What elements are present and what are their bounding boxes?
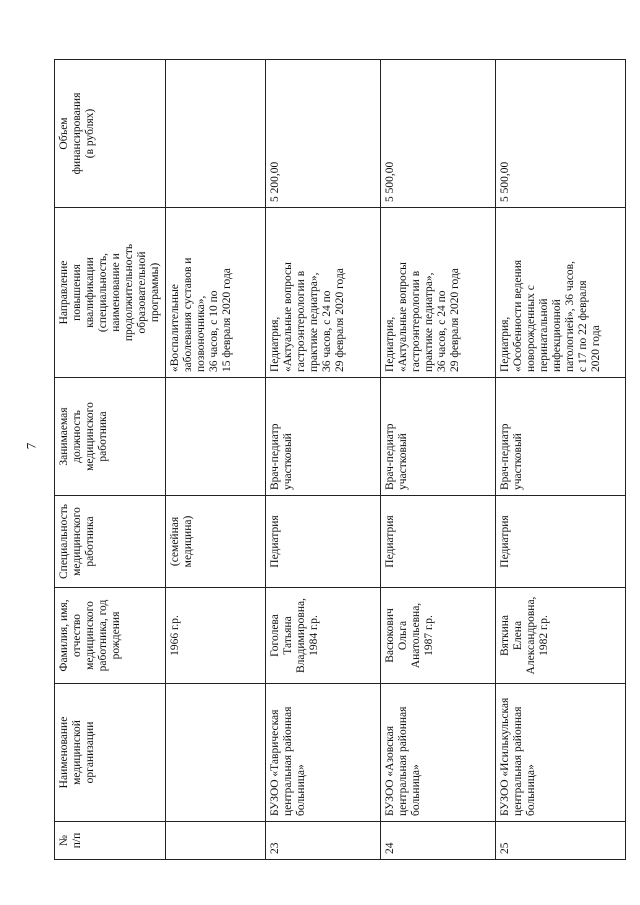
cell-text-line: заболевания суставов и: [182, 257, 194, 372]
cell-text-line: новорожденных с: [525, 285, 537, 372]
cell-text-line: Анатольевна,: [410, 602, 422, 669]
cell-position: [166, 378, 266, 496]
cell-text-line: больница»: [410, 764, 422, 816]
cell-text-line: 2020 года: [590, 325, 602, 372]
cell-specialty: [166, 496, 266, 588]
cell-text-line: позвоночника»,: [195, 295, 207, 372]
cell-text-line: инфекционной: [551, 299, 563, 372]
cell-text-line: финансирования: [71, 92, 83, 175]
cell-text-line: работника: [84, 516, 96, 567]
cell-text-line: Педиатрия: [384, 515, 396, 568]
cell-text-line: 36 часов, с 10 по: [208, 290, 220, 372]
cell-text-line: Педиатрия,: [384, 316, 396, 372]
cell-text-line: квалификации: [84, 257, 96, 328]
cell-text-line: 29 февраля 2020 года: [449, 268, 461, 372]
cell-row-number: [496, 822, 626, 860]
cell-text-line: 36 часов, с 24 по: [321, 290, 333, 372]
cell-text-line: Елена: [512, 620, 524, 651]
cell-text-line: БУЗОО «Исилькульская: [499, 697, 511, 816]
cell-text-line: (специальность,: [97, 252, 109, 333]
cell-text-line: 1987 г.р.: [423, 615, 435, 656]
cell-text-line: «Особенности ведения: [512, 259, 524, 372]
cell-text-line: 23: [269, 842, 281, 854]
header-training-direction: [55, 208, 166, 378]
cell-funding-amount: [496, 60, 626, 208]
cell-text-line: Врач-педиатр: [499, 423, 511, 490]
cell-text-line: 5 500,00: [384, 161, 396, 202]
cell-text-line: №: [58, 835, 70, 846]
cell-row-number: [381, 822, 496, 860]
cell-text-line: Вяткина: [499, 615, 511, 656]
cell-text-line: патологией», 36 часов,: [564, 261, 576, 372]
cell-text-line: БУЗОО «Азовская: [384, 726, 396, 816]
cell-text-line: Васюкович: [384, 608, 396, 663]
cell-text-line: 1984 г.р.: [308, 615, 320, 656]
cell-specialty: [266, 496, 381, 588]
cell-text-line: Татьяна: [282, 616, 294, 655]
cell-text-line: работника: [97, 411, 109, 462]
cell-text-line: Педиатрия: [269, 515, 281, 568]
cell-text-line: Направление: [58, 260, 70, 325]
cell-organization: [381, 684, 496, 822]
cell-text-line: практике педиатра»,: [423, 272, 435, 372]
cell-text-line: Занимаемая должность: [58, 407, 83, 466]
cell-text-line: Врач-педиатр: [269, 423, 281, 490]
cell-text-line: Педиатрия,: [499, 316, 511, 372]
cell-text-line: 5 200,00: [269, 161, 281, 202]
cell-specialty: [496, 496, 626, 588]
cell-text-line: гастроэнтерологии в: [295, 270, 307, 372]
cell-row-number: [166, 822, 266, 860]
cell-text-line: центральная районная: [512, 706, 524, 816]
cell-row-number: [266, 822, 381, 860]
cell-text-line: медицина): [182, 515, 194, 568]
cell-text-line: участковый: [282, 433, 294, 490]
cell-text-line: Наименование: [58, 716, 70, 789]
cell-text-line: перинатальной: [538, 298, 550, 372]
cell-text-line: участковый: [397, 433, 409, 490]
cell-text-line: Владимировна,: [295, 598, 307, 674]
cell-text-line: с 17 по 22 февраля: [577, 280, 589, 372]
cell-text-line: больница»: [295, 764, 307, 816]
cell-text-line: Педиатрия: [499, 515, 511, 568]
cell-text-line: программы): [149, 262, 161, 323]
cell-text-line: «Воспалительные: [169, 284, 181, 372]
cell-training-direction: [496, 208, 626, 378]
table-row: [166, 60, 266, 860]
cell-text-line: «Актуальные вопросы: [282, 262, 294, 372]
cell-full-name: [496, 588, 626, 684]
table-row: [496, 60, 626, 860]
cell-text-line: медицинского: [84, 402, 96, 471]
cell-training-direction: [381, 208, 496, 378]
cell-text-line: больница»: [525, 764, 537, 816]
cell-text-line: Фамилия, имя,: [58, 599, 70, 672]
cell-text-line: 29 февраля 2020 года: [334, 268, 346, 372]
cell-text-line: Гоголева: [269, 614, 281, 657]
cell-text-line: центральная районная: [397, 706, 409, 816]
page-number: 7: [23, 442, 39, 450]
cell-text-line: организации: [84, 721, 96, 784]
cell-text-line: Специальность: [58, 504, 70, 579]
cell-training-direction: [266, 208, 381, 378]
cell-text-line: (в рублях): [84, 108, 96, 159]
cell-text-line: Объем: [58, 117, 70, 150]
cell-text-line: повышения: [71, 264, 83, 321]
cell-text-line: работника, год: [97, 599, 109, 672]
cell-organization: [166, 684, 266, 822]
cell-text-line: центральная районная: [282, 706, 294, 816]
cell-text-line: практике педиатра»,: [308, 272, 320, 372]
cell-training-direction: [166, 208, 266, 378]
cell-full-name: [166, 588, 266, 684]
header-funding: [55, 60, 166, 208]
cell-position: [496, 378, 626, 496]
table-row: [266, 60, 381, 860]
cell-text-line: медицинского: [84, 601, 96, 670]
header-specialty: [55, 496, 166, 588]
cell-specialty: [381, 496, 496, 588]
cell-text-line: Ольга: [397, 620, 409, 651]
cell-full-name: [266, 588, 381, 684]
cell-text-line: п/п: [71, 832, 83, 849]
cell-text-line: (семейная: [169, 516, 181, 567]
cell-text-line: 5 500,00: [499, 161, 511, 202]
cell-text-line: Александровна,: [525, 596, 537, 675]
header-full-name: [55, 588, 166, 684]
cell-text-line: 25: [499, 842, 511, 854]
cell-text-line: образовательной: [136, 251, 148, 334]
cell-text-line: 1982 г.р.: [538, 615, 550, 656]
cell-text-line: гастроэнтерологии в: [410, 270, 422, 372]
cell-text-line: медицинской: [71, 720, 83, 785]
table-row: [381, 60, 496, 860]
cell-text-line: отчество: [71, 613, 83, 658]
cell-text-line: БУЗОО «Таврическая: [269, 709, 281, 816]
cell-text-line: Педиатрия,: [269, 316, 281, 372]
cell-text-line: рождения: [110, 611, 122, 660]
cell-organization: [266, 684, 381, 822]
cell-organization: [496, 684, 626, 822]
header-num: [55, 822, 166, 860]
cell-text-line: продолжительность: [123, 243, 135, 342]
cell-text-line: 36 часов, с 24 по: [436, 290, 448, 372]
cell-text-line: медицинского: [71, 507, 83, 576]
cell-text-line: 15 февраля 2020 года: [221, 268, 233, 372]
cell-position: [381, 378, 496, 496]
cell-text-line: 1966 г.р.: [169, 615, 181, 656]
header-organization: [55, 684, 166, 822]
cell-text-line: 24: [384, 842, 396, 854]
cell-full-name: [381, 588, 496, 684]
cell-funding-amount: [381, 60, 496, 208]
training-table: [54, 59, 626, 860]
cell-text-line: участковый: [512, 433, 524, 490]
cell-funding-amount: [166, 60, 266, 208]
rotated-table-container: [54, 60, 614, 860]
cell-text-line: «Актуальные вопросы: [397, 262, 409, 372]
cell-text-line: Врач-педиатр: [384, 423, 396, 490]
cell-position: [266, 378, 381, 496]
header-row: [55, 60, 166, 860]
cell-text-line: наименование и: [110, 253, 122, 332]
cell-funding-amount: [266, 60, 381, 208]
header-position: [55, 378, 166, 496]
